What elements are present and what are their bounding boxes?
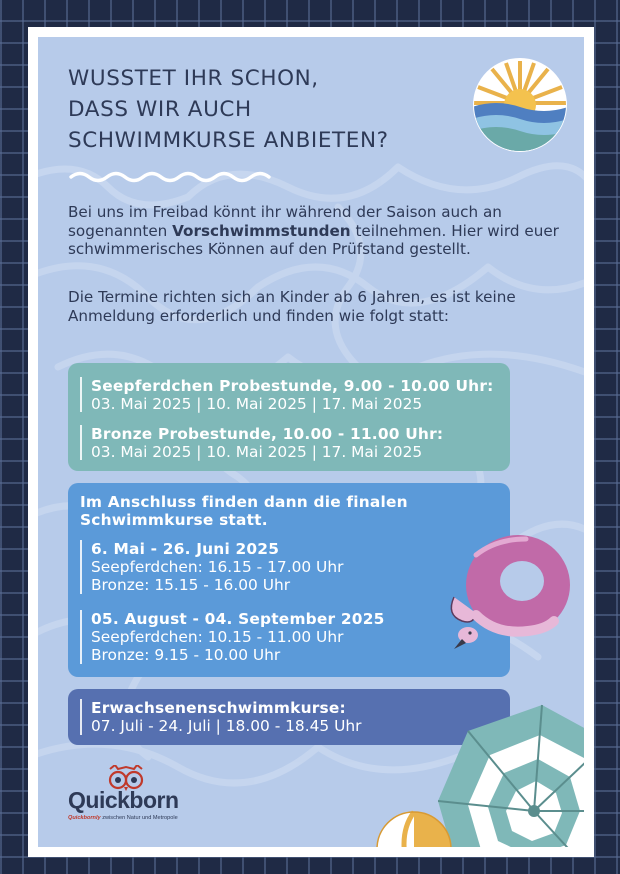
course-1-seepferdchen: Seepferdchen: 16.15 - 17.00 Uhr xyxy=(91,558,344,576)
beach-ball-icon xyxy=(374,809,454,847)
headline-line-3: SCHWIMMKURSE ANBIETEN? xyxy=(68,128,389,153)
swim-ring-flamingo-icon xyxy=(436,525,576,655)
wave-divider-icon xyxy=(67,168,279,186)
course-2-bronze: Bronze: 9.15 - 10.00 Uhr xyxy=(91,646,281,664)
headline-line-2: DASS WIR AUCH xyxy=(68,97,252,122)
intro-text-2: teilnehmen. Hier wird euer schwimmerisches Können auf den Prüfstand gestellt. xyxy=(68,221,559,259)
headline xyxy=(68,63,448,156)
adult-dates: 07. Juli - 24. Juli | 18.00 - 18.45 Uhr xyxy=(91,717,362,735)
probe-card xyxy=(68,363,510,471)
course-divider-2 xyxy=(80,610,82,664)
brand-tag-script: Quickbornly xyxy=(68,815,101,821)
probe-divider-1 xyxy=(80,377,82,412)
brand-tagline xyxy=(68,815,178,821)
intro-text-1: Bei uns im Freibad könnt ihr während der Saison auch an sogenannten xyxy=(68,203,502,240)
adult-title: Erwachsenenschwimmkurse: xyxy=(91,699,346,717)
brand-name: Quickborn xyxy=(68,787,179,813)
probe-divider-2 xyxy=(80,425,82,460)
intro-paragraph xyxy=(68,203,564,259)
course-1-period: 6. Mai - 26. Juni 2025 xyxy=(91,540,280,558)
poster xyxy=(38,37,584,847)
probe-1-dates: 03. Mai 2025 | 10. Mai 2025 | 17. Mai 2025 xyxy=(91,395,423,413)
headline-line-1: WUSSTET IHR SCHON, xyxy=(68,66,319,91)
course-2-seepferdchen: Seepferdchen: 10.15 - 11.00 Uhr xyxy=(91,628,344,646)
probe-2-title: Bronze Probestunde, 10.00 - 11.00 Uhr: xyxy=(91,425,444,443)
info-paragraph: Die Termine richten sich an Kinder ab 6 Jahren, es ist keine Anmeldung erforderlich und finden wie folgt statt: xyxy=(68,288,516,325)
sun-over-waves-logo xyxy=(472,57,568,153)
quickborn-logo xyxy=(68,763,208,829)
intro-highlight: Vorschwimmstunden xyxy=(172,221,351,240)
beach-umbrella-icon xyxy=(438,701,584,847)
courses-intro-2: Schwimmkurse statt. xyxy=(80,511,268,529)
brand-tag-rest: zwischen Natur und Metropole xyxy=(100,815,178,821)
adult-divider xyxy=(80,699,82,735)
course-divider-1 xyxy=(80,540,82,594)
courses-intro-1: Im Anschluss finden dann die finalen xyxy=(80,493,408,511)
course-1-bronze: Bronze: 15.15 - 16.00 Uhr xyxy=(91,576,291,594)
course-2-period: 05. August - 04. September 2025 xyxy=(91,610,385,628)
probe-1-title: Seepferdchen Probestunde, 9.00 - 10.00 Uhr: xyxy=(91,377,494,395)
probe-2-dates: 03. Mai 2025 | 10. Mai 2025 | 17. Mai 2025 xyxy=(91,443,423,461)
